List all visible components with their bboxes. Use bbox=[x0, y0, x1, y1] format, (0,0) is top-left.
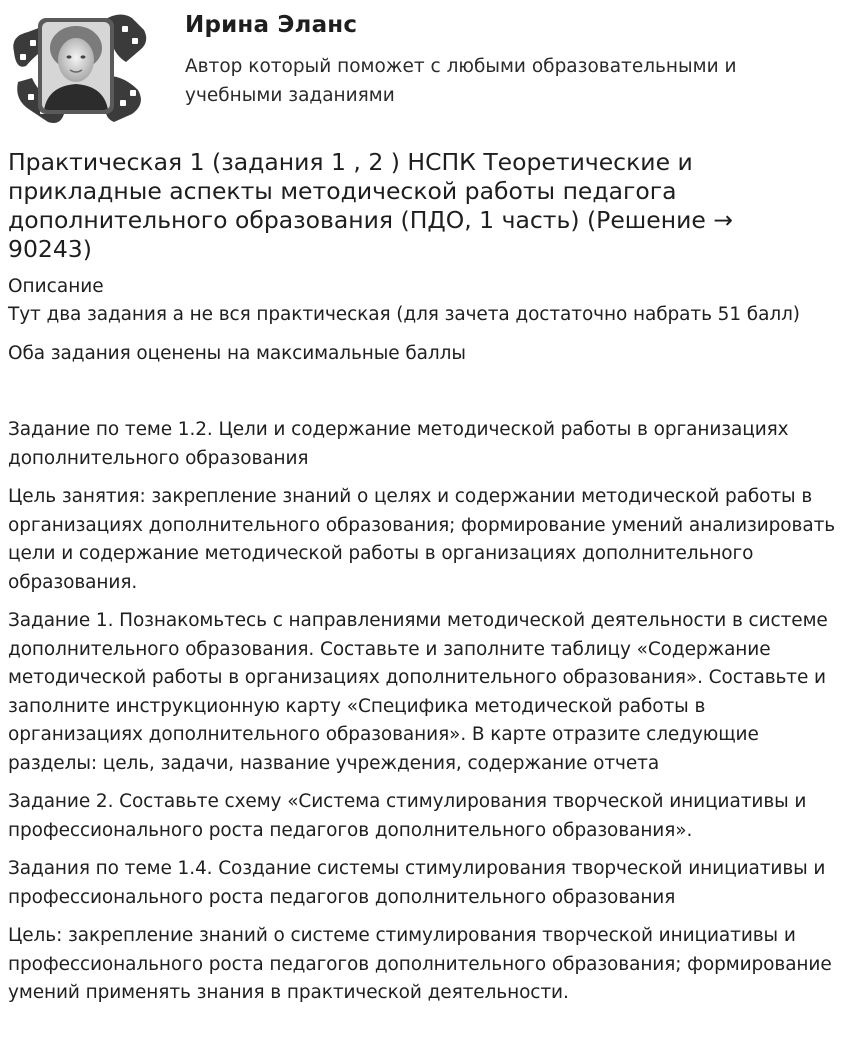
paragraph-lesson-goal: Цель занятия: закрепление знаний о целях и содержании методической работы в организациях дополнительного образования; формирование умений анализировать цели и содержание методической работы в организациях дополнительного образования. bbox=[8, 486, 836, 593]
paragraph-scores: Оба задания оценены на максимальные баллы bbox=[8, 342, 466, 364]
document-title: Практическая 1 (задания 1 , 2 ) НСПК Теоретические и прикладные аспекты методической работы педагога дополнительного образования (ПДО, 1 часть) (Решение → 90243) bbox=[8, 148, 733, 263]
document-body bbox=[8, 273, 844, 1018]
paragraph-topic-1-4: Задания по теме 1.4. Создание системы стимулирования творческой инициативы и профессионального роста педагогов дополнительного образования bbox=[8, 858, 826, 908]
paragraph-task-1: Задание 1. Познакомьтесь с направлениями методической деятельности в системе дополнительного образования. Составьте и заполните таблицу «Содержание методической работы в организациях дополнительного образования». Составьте и заполните инструкционную карту «Специфика методической работы в организациях дополнительного образования». В карте отразите следующие разделы: цель, задачи, название учреждения, содержание отчета bbox=[8, 610, 828, 774]
description-label: Описание bbox=[8, 276, 104, 297]
paragraph-task-2: Задание 2. Составьте схему «Система стимулирования творческой инициативы и профессионального роста педагогов дополнительного образования». bbox=[8, 791, 807, 841]
paragraph-note: Тут два задания а не вся практическая (для зачета достаточно набрать 51 балл) bbox=[8, 304, 800, 325]
author-description: Автор который поможет с любыми образовательными и учебными заданиями bbox=[185, 56, 737, 106]
spacer bbox=[8, 378, 844, 416]
author-avatar bbox=[8, 8, 150, 126]
paragraph-topic-1-2: Задание по теме 1.2. Цели и содержание методической работы в организациях дополнительного образования bbox=[8, 419, 789, 469]
author-name[interactable]: Ирина Эланс bbox=[185, 12, 358, 38]
paragraph-goal: Цель: закрепление знаний о системе стимулирования творческой инициативы и профессионального роста педагогов дополнительного образования; формирование умений применять знания в практической деятельности. bbox=[8, 925, 832, 1003]
author-card bbox=[8, 8, 838, 128]
